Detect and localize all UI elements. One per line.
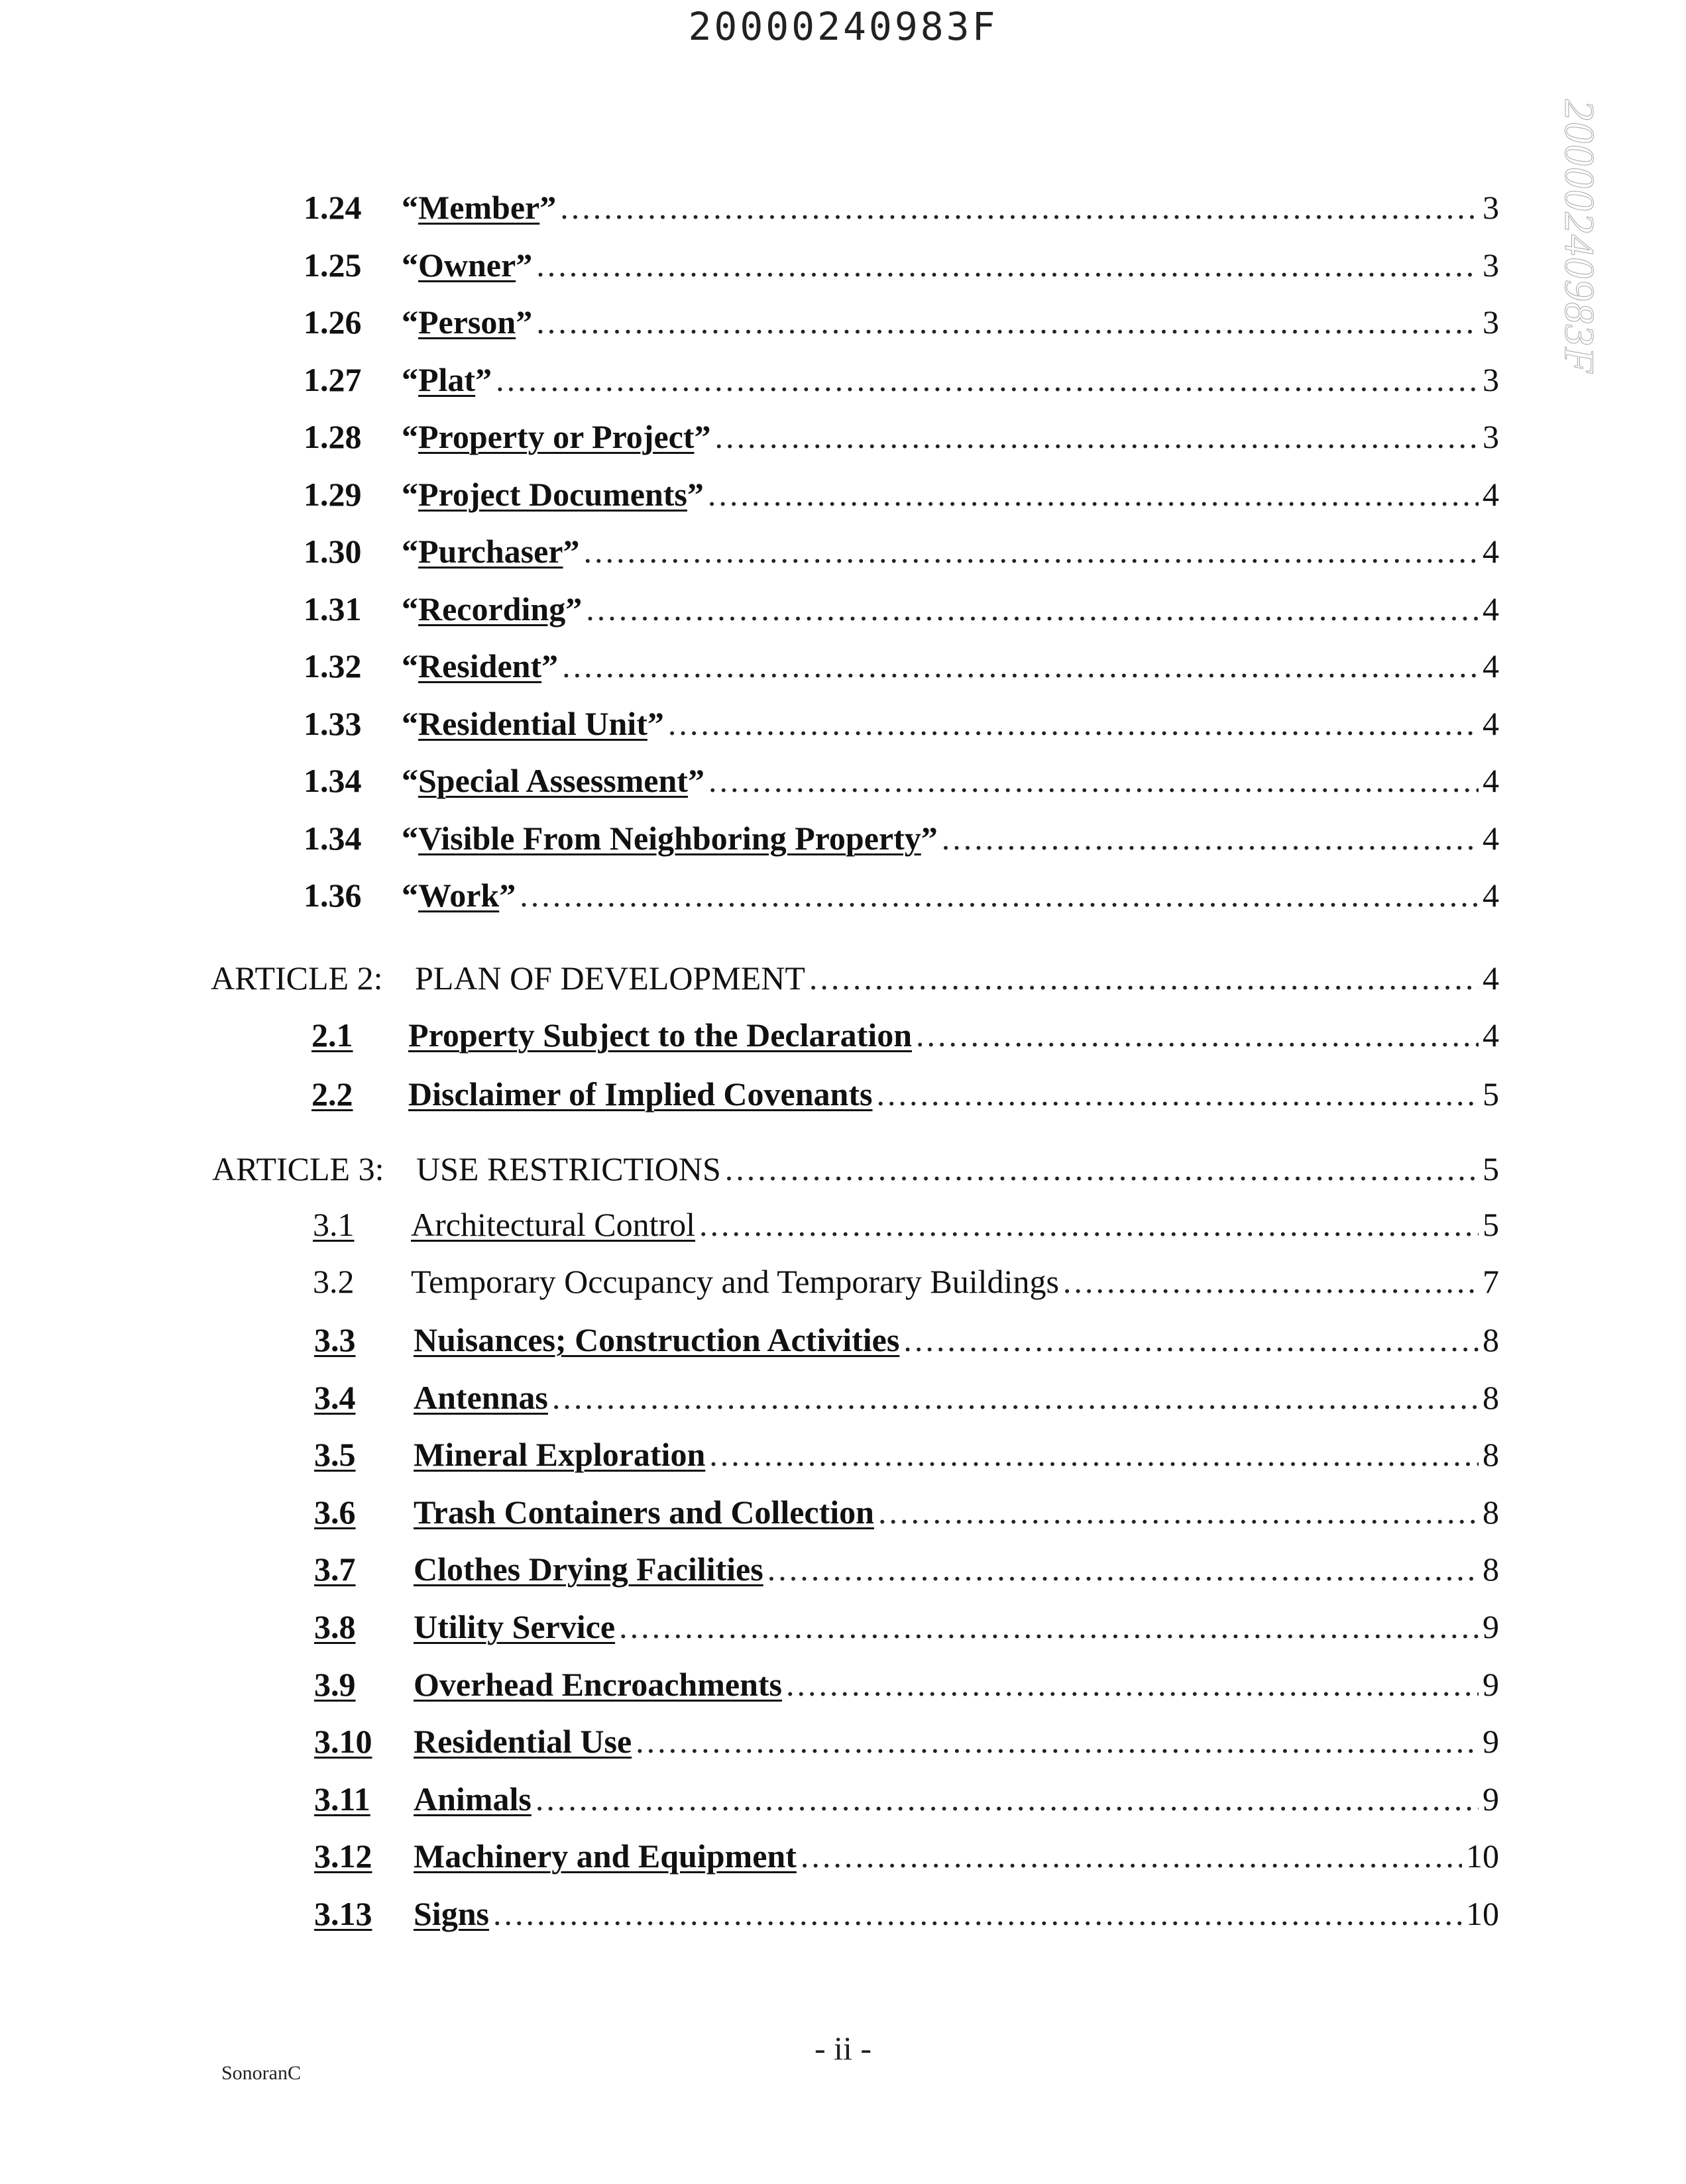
toc-entry-title [402, 417, 710, 457]
toc-section-row [311, 1015, 1499, 1055]
toc-entry-title [414, 1894, 489, 1934]
toc-entry-title-text: Residential Use [414, 1723, 632, 1761]
toc-definition-row [304, 188, 1499, 227]
side-stamp [1544, 99, 1604, 375]
toc-entry-page: 4 [1483, 475, 1499, 513]
toc-entry-number: 1.34 [304, 762, 362, 799]
dot-leader [767, 1549, 1479, 1589]
document-id: 20000240983F [688, 4, 998, 49]
toc-definition-row [304, 704, 1499, 743]
toc-section-row [314, 1607, 1499, 1647]
toc-entry-page: 4 [1483, 819, 1499, 857]
toc-entry-page: 9 [1483, 1665, 1499, 1703]
toc-entry-page: 8 [1483, 1436, 1499, 1474]
toc-definition-row [304, 245, 1499, 285]
toc-entry-number: 1.29 [304, 475, 362, 513]
toc-entry-number: 2.2 [311, 1075, 353, 1113]
toc-section-row [313, 1205, 1499, 1244]
toc-definition-row [304, 818, 1499, 858]
toc-entry-number: 1.31 [304, 590, 362, 628]
close-quote: ” [921, 819, 938, 857]
toc-entry-page: 5 [1483, 1075, 1499, 1113]
dot-leader [535, 1779, 1479, 1819]
toc-entry-number: 1.27 [304, 360, 362, 398]
toc-entry-page: 3 [1483, 303, 1499, 341]
close-quote: ” [563, 533, 580, 570]
toc-entry-title [402, 531, 579, 571]
close-quote: ” [541, 647, 559, 684]
toc-entry-title-text: Machinery and Equipment [414, 1837, 797, 1875]
toc-entry-title-text: Trash Containers and Collection [414, 1493, 874, 1531]
toc-entry-title [402, 818, 938, 858]
open-quote: “ [402, 533, 418, 570]
toc-entry-title [402, 474, 704, 514]
open-quote: “ [402, 189, 418, 226]
close-quote: ” [539, 189, 557, 226]
toc-entry-page: 4 [1483, 1016, 1499, 1054]
toc-entry-title [414, 1435, 705, 1474]
toc-entry-title-text: USE RESTRICTIONS [416, 1150, 721, 1187]
toc-entry-title [408, 1074, 872, 1114]
toc-entry-title-text: Overhead Encroachments [414, 1665, 782, 1703]
toc-article-row [211, 958, 1499, 998]
toc-entry-page: 4 [1483, 647, 1499, 684]
toc-entry-number: 1.28 [304, 418, 362, 455]
defined-term: Resident [418, 647, 542, 684]
toc-definition-row [304, 417, 1499, 457]
toc-entry-title [414, 1549, 763, 1589]
toc-entry-page: 4 [1483, 704, 1499, 742]
open-quote: “ [402, 762, 418, 799]
open-quote: “ [402, 819, 418, 857]
defined-term: Plat [418, 360, 476, 398]
toc-entry-number: 1.34 [304, 819, 362, 857]
defined-term: Recording [418, 590, 566, 628]
dot-leader [708, 474, 1479, 514]
toc-section-row [314, 1320, 1499, 1360]
toc-definition-row [304, 302, 1499, 342]
toc-entry-number: 3.11 [314, 1780, 370, 1818]
dot-leader [714, 417, 1479, 457]
open-quote: “ [402, 246, 418, 284]
toc-entry-title-text: Antennas [414, 1378, 548, 1416]
close-quote: ” [694, 418, 711, 455]
toc-definition-row [304, 474, 1499, 514]
toc-entry-title-text: Animals [414, 1780, 532, 1818]
toc-entry-title [402, 245, 532, 285]
toc-entry-title [414, 1378, 548, 1417]
dot-leader [636, 1721, 1479, 1761]
toc-entry-title [414, 1836, 797, 1876]
toc-entry-title [414, 1721, 632, 1761]
toc-section-row [313, 1262, 1499, 1301]
dot-leader [878, 1492, 1479, 1532]
toc-article-row [212, 1149, 1499, 1189]
toc-entry-page: 3 [1483, 360, 1499, 398]
toc-entry-title [415, 958, 805, 998]
toc-entry-title [402, 589, 582, 629]
toc-entry-number: ARTICLE 2: [211, 959, 383, 997]
defined-term: Residential Unit [418, 704, 647, 742]
dot-leader [709, 1435, 1479, 1474]
toc-entry-page: 8 [1483, 1321, 1499, 1358]
toc-entry-title [402, 875, 516, 915]
toc-entry-number: 3.10 [314, 1723, 372, 1761]
toc-entry-title [411, 1262, 1059, 1301]
open-quote: “ [402, 475, 418, 513]
toc-entry-page: 4 [1483, 959, 1499, 997]
toc-definition-row [304, 589, 1499, 629]
defined-term: Special Assessment [418, 762, 688, 799]
toc-entry-page: 7 [1483, 1263, 1499, 1300]
dot-leader [536, 302, 1479, 342]
toc-entry-number: 1.26 [304, 303, 362, 341]
toc-entry-number: 3.12 [314, 1837, 372, 1875]
toc-entry-page: 4 [1483, 762, 1499, 799]
toc-entry-page: 8 [1483, 1378, 1499, 1416]
dot-leader [801, 1836, 1462, 1876]
dot-leader [903, 1320, 1479, 1360]
toc-entry-title [402, 188, 556, 227]
toc-entry-page: 8 [1483, 1551, 1499, 1588]
open-quote: “ [402, 877, 418, 914]
toc-entry-page: 3 [1483, 246, 1499, 284]
toc-entry-title-text: PLAN OF DEVELOPMENT [415, 959, 805, 997]
toc-entry-page: 5 [1483, 1206, 1499, 1243]
open-quote: “ [402, 360, 418, 398]
defined-term: Visible From Neighboring Property [418, 819, 921, 857]
toc-entry-title [414, 1665, 782, 1704]
toc-section-row [311, 1074, 1499, 1114]
toc-section-row [314, 1721, 1499, 1761]
toc-definition-row [304, 646, 1499, 686]
toc-section-row [314, 1836, 1499, 1876]
close-quote: ” [475, 360, 492, 398]
dot-leader [552, 1378, 1479, 1417]
toc-section-row [314, 1779, 1499, 1819]
toc-entry-number: 3.9 [314, 1665, 356, 1703]
toc-entry-number: 3.3 [314, 1321, 356, 1358]
toc-entry-title-text: Architectural Control [411, 1206, 696, 1243]
toc-entry-page: 9 [1483, 1723, 1499, 1761]
toc-entry-number: 2.1 [311, 1016, 353, 1054]
dot-leader [586, 589, 1479, 629]
open-quote: “ [402, 418, 418, 455]
footer-page-number: - ii - [814, 2030, 872, 2067]
toc-entry-title [402, 704, 664, 743]
toc-section-row [314, 1665, 1499, 1704]
toc-section-row [314, 1492, 1499, 1532]
toc-entry-page: 4 [1483, 877, 1499, 914]
toc-entry-page: 3 [1483, 418, 1499, 455]
dot-leader [562, 646, 1479, 686]
dot-leader [699, 1205, 1479, 1244]
toc-entry-title [416, 1149, 721, 1189]
toc-entry-title-text: Signs [414, 1895, 489, 1932]
toc-entry-number: 1.24 [304, 189, 362, 226]
close-quote: ” [565, 590, 583, 628]
toc-entry-number: 3.6 [314, 1493, 356, 1531]
toc-entry-number: ARTICLE 3: [212, 1150, 384, 1187]
toc-section-row [314, 1549, 1499, 1589]
close-quote: ” [687, 762, 704, 799]
toc-definition-row [304, 360, 1499, 400]
toc-entry-number: 1.30 [304, 533, 362, 570]
toc-entry-number: 3.5 [314, 1436, 356, 1474]
toc-entry-title-text: Utility Service [414, 1608, 616, 1645]
toc-entry-number: 1.25 [304, 246, 362, 284]
toc-entry-number: 3.13 [314, 1895, 372, 1932]
close-quote: ” [516, 246, 533, 284]
dot-leader [916, 1015, 1479, 1055]
dot-leader [942, 818, 1479, 858]
toc-entry-title [414, 1492, 874, 1532]
toc-entry-page: 10 [1466, 1895, 1499, 1932]
open-quote: “ [402, 590, 418, 628]
toc-entry-number: 1.32 [304, 647, 362, 684]
dot-leader [809, 958, 1479, 998]
toc-entry-title-text: Clothes Drying Facilities [414, 1551, 763, 1588]
side-stamp-text: 20000240983F [1556, 99, 1603, 375]
toc-entry-number: 3.8 [314, 1608, 356, 1645]
toc-entry-title [414, 1607, 615, 1647]
toc-entry-title [402, 761, 704, 800]
toc-entry-title-text: Temporary Occupancy and Temporary Buildings [411, 1263, 1059, 1300]
defined-term: Property or Project [418, 418, 695, 455]
toc-entry-number: 1.36 [304, 877, 362, 914]
footer-file-name: SonoranC [221, 2062, 301, 2084]
dot-leader [1063, 1262, 1479, 1301]
dot-leader [876, 1074, 1479, 1114]
toc-entry-page: 10 [1466, 1837, 1499, 1875]
dot-leader [496, 360, 1479, 400]
dot-leader [786, 1665, 1479, 1704]
defined-term: Owner [418, 246, 516, 284]
toc-entry-page: 9 [1483, 1608, 1499, 1645]
toc-entry-number: 3.1 [313, 1206, 355, 1243]
toc-definition-row [304, 531, 1499, 571]
close-quote: ” [687, 475, 704, 513]
open-quote: “ [402, 647, 418, 684]
toc-entry-title [402, 646, 558, 686]
toc-entry-page: 8 [1483, 1493, 1499, 1531]
toc-section-row [314, 1894, 1499, 1934]
toc-entry-page: 4 [1483, 533, 1499, 570]
toc-entry-title [402, 302, 532, 342]
toc-definition-row [304, 761, 1499, 800]
defined-term: Work [418, 877, 500, 914]
dot-leader [668, 704, 1479, 743]
toc-entry-page: 4 [1483, 590, 1499, 628]
toc-entry-title-text: Property Subject to the Declaration [408, 1016, 913, 1054]
toc-entry-title [408, 1015, 912, 1055]
toc-entry-number: 3.7 [314, 1551, 356, 1588]
defined-term: Member [418, 189, 540, 226]
toc-entry-title [411, 1205, 695, 1244]
toc-definition-row [304, 875, 1499, 915]
toc-entry-title-text: Mineral Exploration [414, 1436, 706, 1474]
toc-entry-page: 5 [1483, 1150, 1499, 1187]
dot-leader [708, 761, 1479, 800]
dot-leader [583, 531, 1479, 571]
toc-entry-title [414, 1320, 899, 1360]
dot-leader [725, 1149, 1479, 1189]
defined-term: Purchaser [418, 533, 563, 570]
open-quote: “ [402, 303, 418, 341]
dot-leader [493, 1894, 1462, 1934]
dot-leader [520, 875, 1479, 915]
toc-entry-title-text: Nuisances; Construction Activities [414, 1321, 900, 1358]
defined-term: Project Documents [418, 475, 687, 513]
toc-entry-page: 3 [1483, 189, 1499, 226]
dot-leader [619, 1607, 1479, 1647]
toc-entry-title [414, 1779, 532, 1819]
defined-term: Person [418, 303, 516, 341]
toc-entry-title [402, 360, 492, 400]
toc-entry-number: 3.2 [313, 1263, 355, 1300]
dot-leader [560, 188, 1479, 227]
close-quote: ” [499, 877, 516, 914]
toc-entry-number: 1.33 [304, 704, 362, 742]
toc-entry-page: 9 [1483, 1780, 1499, 1818]
close-quote: ” [647, 704, 664, 742]
open-quote: “ [402, 704, 418, 742]
toc-entry-number: 3.4 [314, 1378, 356, 1416]
dot-leader [536, 245, 1479, 285]
toc-entry-title-text: Disclaimer of Implied Covenants [408, 1075, 873, 1113]
toc-section-row [314, 1378, 1499, 1417]
close-quote: ” [516, 303, 533, 341]
toc-section-row [314, 1435, 1499, 1474]
